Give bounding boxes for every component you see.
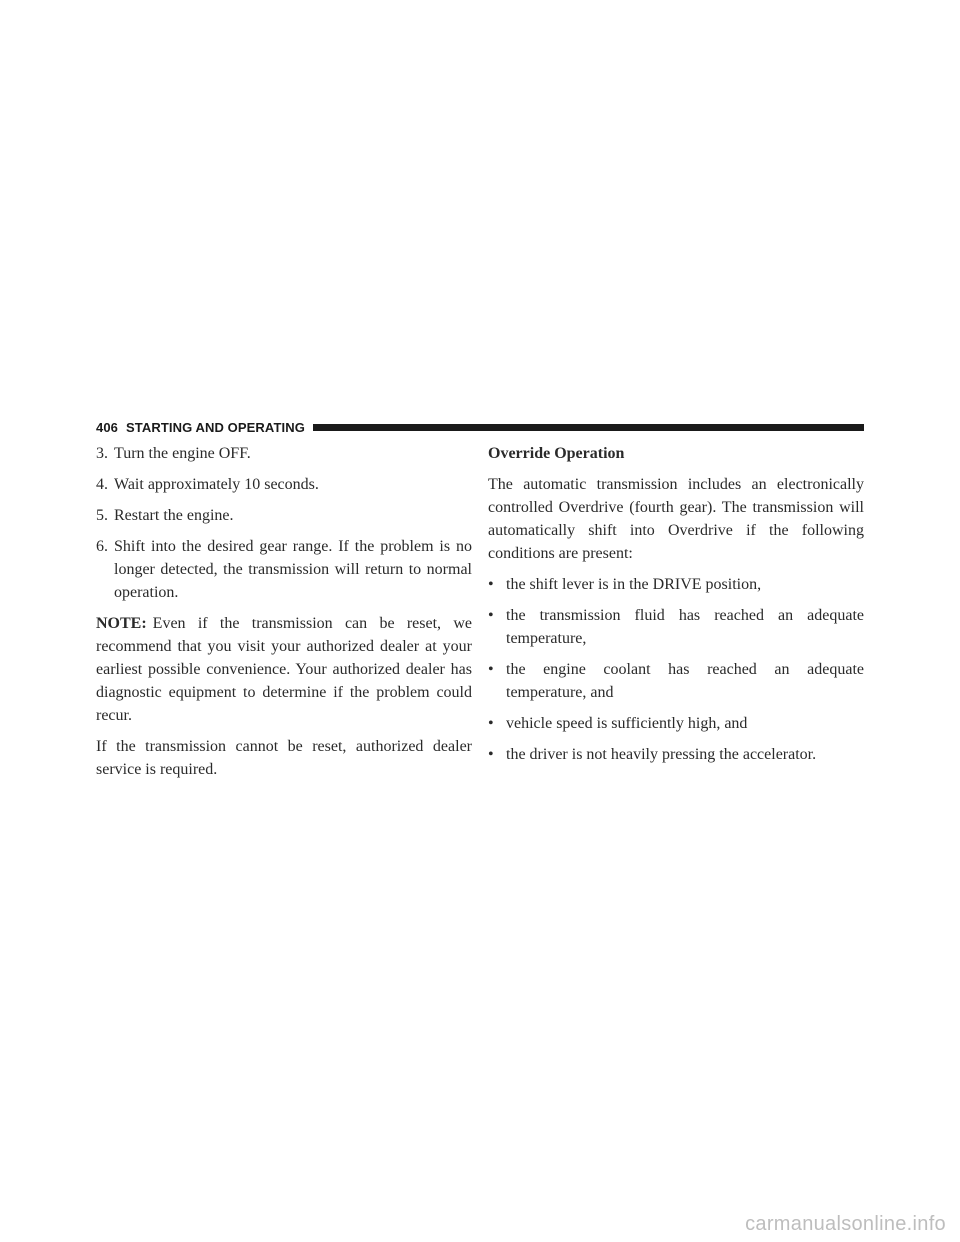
step-text: Shift into the desired gear range. If the problem is no longer detected, the transmission will return to normal operation.	[114, 538, 472, 601]
bullet-icon: •	[488, 661, 494, 678]
list-item	[488, 743, 864, 766]
list-item	[488, 658, 864, 704]
steps-list	[96, 442, 472, 604]
step-number: 3.	[96, 445, 108, 462]
bullet-text: the driver is not heavily pressing the accelerator.	[506, 746, 817, 763]
note-text: Even if the transmission can be reset, we recommend that you visit your authorized dealer at your earliest possible convenience. Your authorized dealer has diagnostic equipment to determine if the problem could recur.	[96, 615, 472, 724]
bullet-text: the shift lever is in the DRIVE position,	[506, 576, 762, 593]
bullet-text: the engine coolant has reached an adequate temperature, and	[506, 661, 864, 701]
left-column	[96, 442, 472, 789]
list-item	[96, 473, 472, 496]
intro-paragraph: The automatic transmission includes an electronically controlled Overdrive (fourth gear). The transmission will automatically shift into Overdrive if the following conditions are present:	[488, 476, 864, 562]
list-item	[96, 535, 472, 604]
bullet-icon: •	[488, 607, 494, 624]
page-header	[96, 418, 864, 436]
closing-paragraph: If the transmission cannot be reset, authorized dealer service is required.	[96, 738, 472, 778]
step-number: 4.	[96, 476, 108, 493]
list-item	[488, 604, 864, 650]
step-text: Turn the engine OFF.	[114, 445, 251, 462]
note-label: NOTE:	[96, 615, 147, 632]
note-paragraph	[96, 612, 472, 727]
list-item	[488, 573, 864, 596]
bullet-text: the transmission fluid has reached an adequate temperature,	[506, 607, 864, 647]
list-item	[96, 442, 472, 465]
step-number: 6.	[96, 538, 108, 555]
section-title-header: STARTING AND OPERATING	[126, 419, 305, 435]
page-number: 406	[96, 419, 118, 435]
watermark: carmanualsonline.info	[745, 1213, 946, 1235]
header-rule	[313, 424, 864, 431]
list-item	[96, 504, 472, 527]
right-column	[488, 442, 864, 774]
bullet-icon: •	[488, 715, 494, 732]
list-item	[488, 712, 864, 735]
step-text: Wait approximately 10 seconds.	[114, 476, 319, 493]
section-heading: Override Operation	[488, 445, 625, 462]
bullet-icon: •	[488, 576, 494, 593]
bullet-icon: •	[488, 746, 494, 763]
step-number: 5.	[96, 507, 108, 524]
step-text: Restart the engine.	[114, 507, 234, 524]
bullet-text: vehicle speed is sufficiently high, and	[506, 715, 748, 732]
conditions-list	[488, 573, 864, 766]
